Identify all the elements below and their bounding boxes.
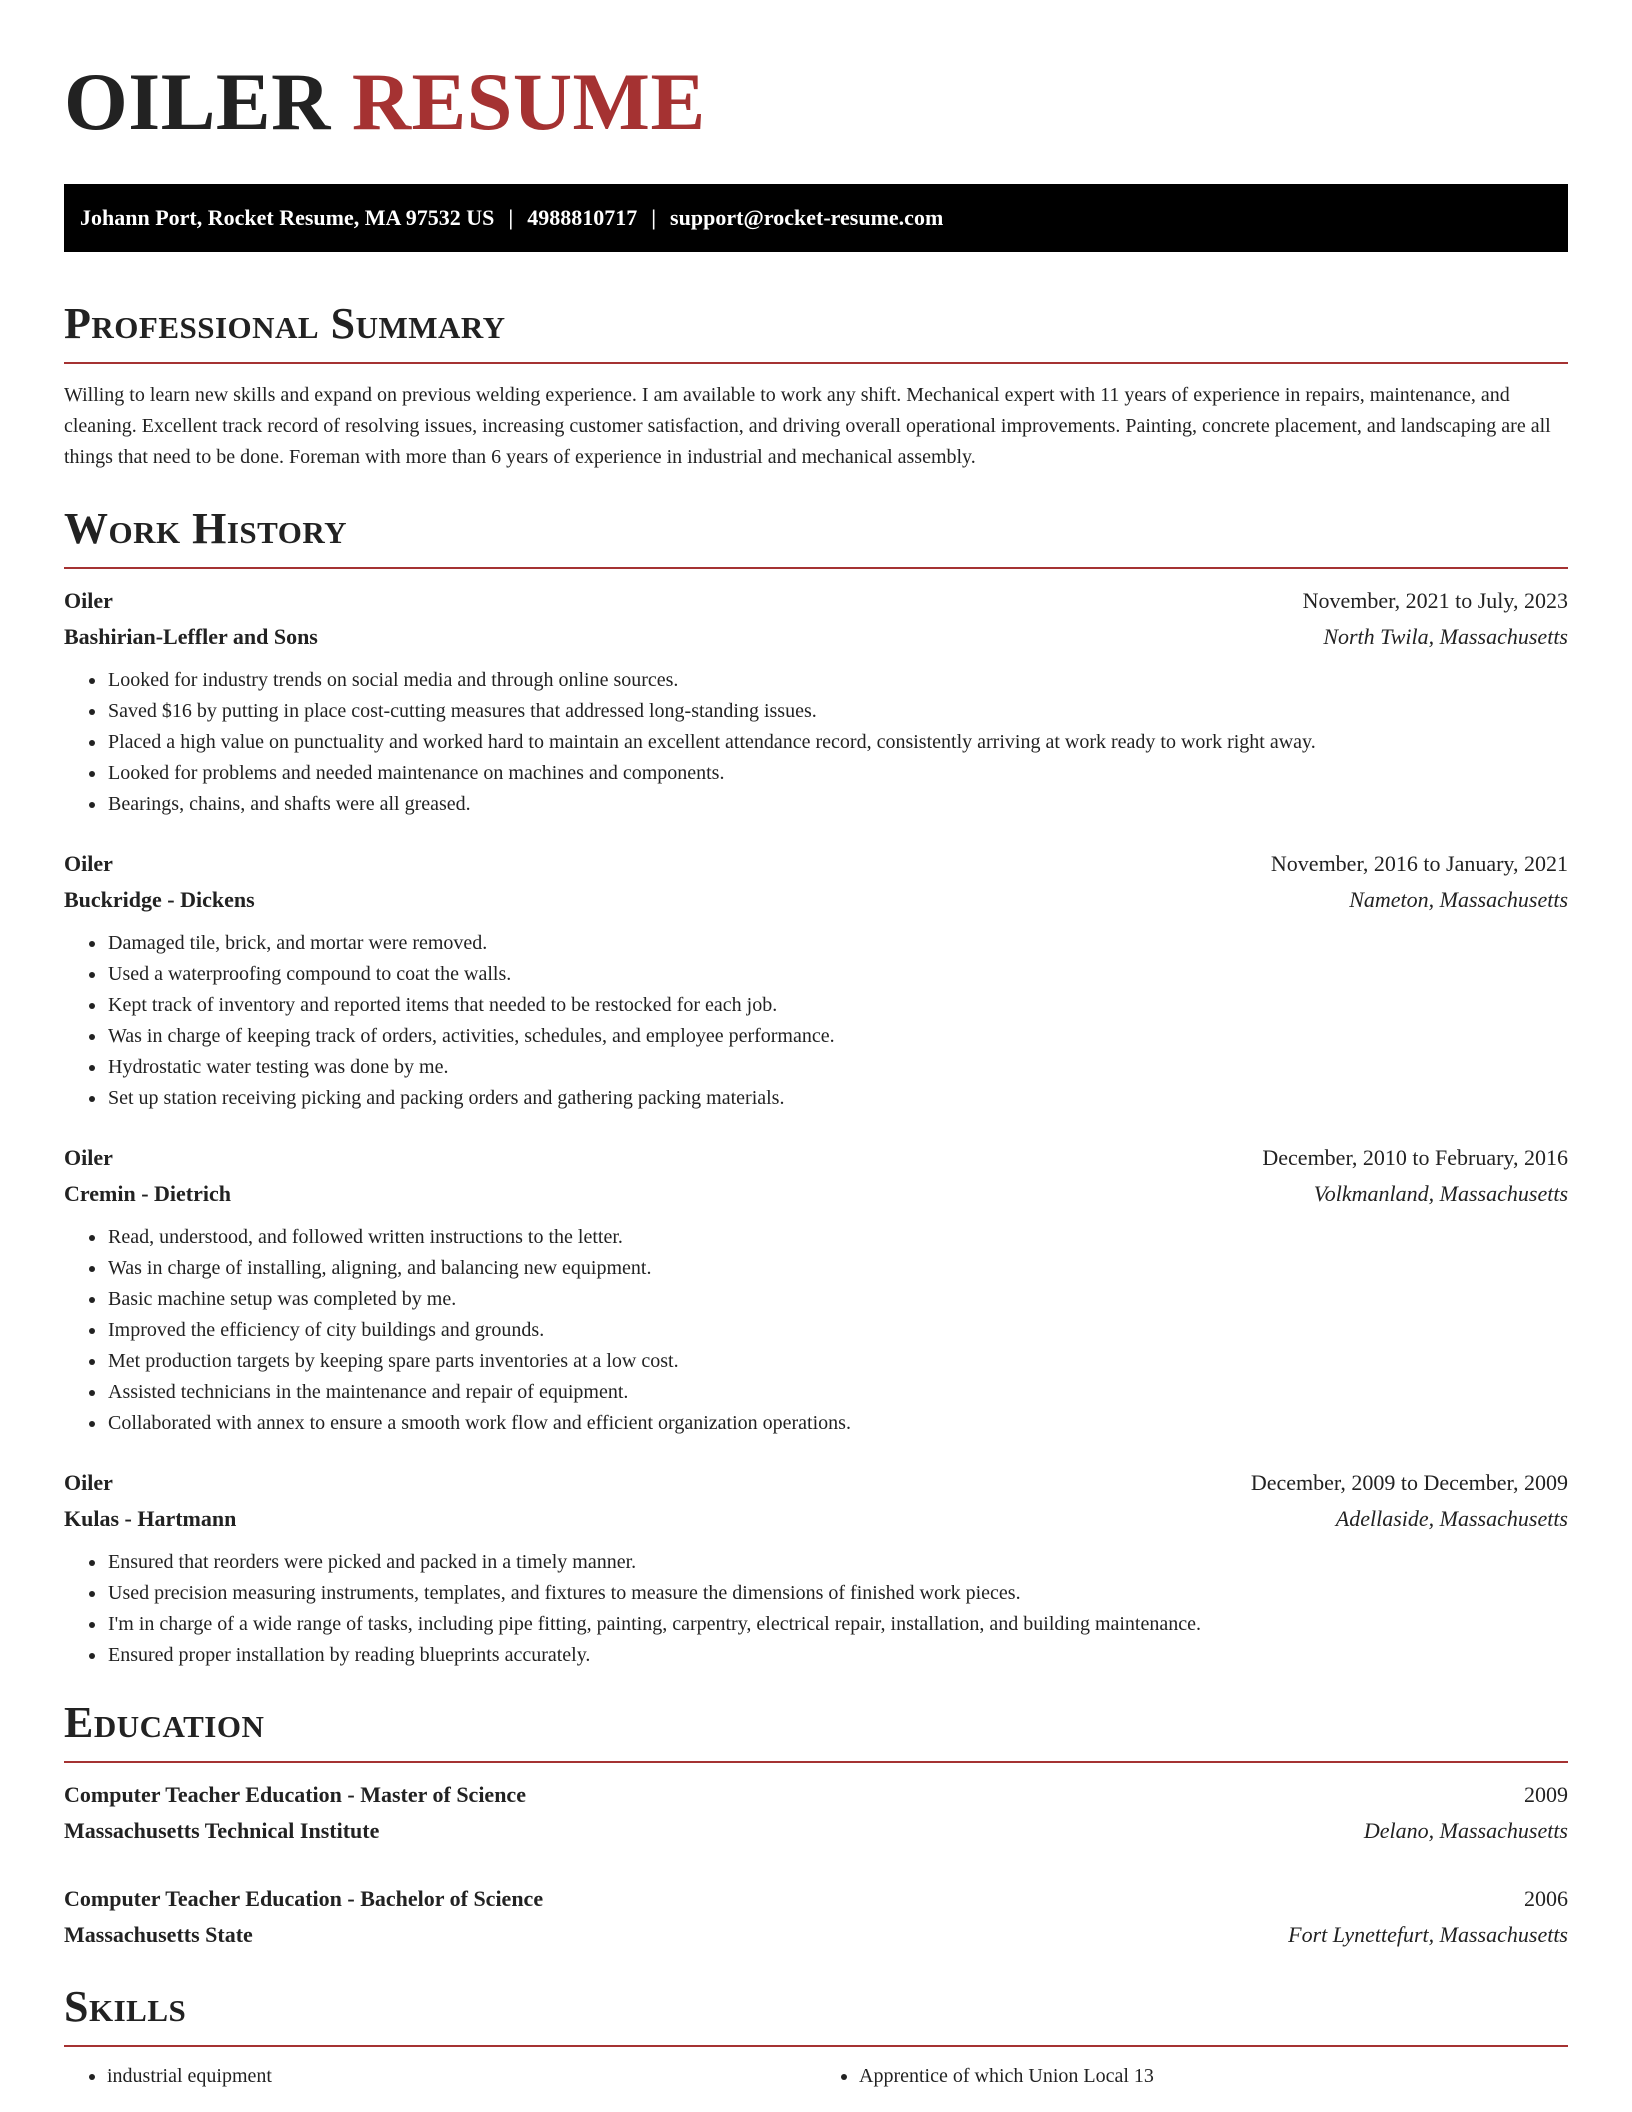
job-duty: • Assisted technicians in the maintenance and repair of equipment. xyxy=(107,1377,1568,1408)
education-entry xyxy=(64,1777,1568,1849)
job-title: Oiler xyxy=(64,588,113,613)
job-duty: • Looked for problems and needed maintenance on machines and components. xyxy=(107,758,1568,789)
section-divider xyxy=(64,2045,1568,2047)
education-year: 2006 xyxy=(1524,1886,1568,1911)
resume-title xyxy=(64,56,1568,147)
job-duty: • I'm in charge of a wide range of tasks, including pipe fitting, painting, carpentry, electrical repair, installation, and building maintenance. xyxy=(107,1609,1568,1640)
job-duty: • Hydrostatic water testing was done by me. xyxy=(107,1052,1568,1083)
job-entry xyxy=(64,583,1568,820)
education-school: Massachusetts Technical Institute xyxy=(64,1818,380,1843)
title-accent: RESUME xyxy=(351,56,706,147)
job-company: Kulas - Hartmann xyxy=(64,1506,237,1531)
job-title: Oiler xyxy=(64,851,113,876)
job-company: Bashirian-Leffler and Sons xyxy=(64,624,318,649)
job-location: Adellaside, Massachusetts xyxy=(1335,1506,1568,1531)
job-duty: • Was in charge of installing, aligning, and balancing new equipment. xyxy=(107,1253,1568,1284)
job-duty: • Looked for industry trends on social media and through online sources. xyxy=(107,665,1568,696)
contact-email: support@rocket-resume.com xyxy=(670,205,944,230)
summary-heading: Professional Summary xyxy=(64,299,506,348)
title-name: OILER xyxy=(64,56,331,147)
section-divider xyxy=(64,362,1568,364)
job-duty: • Placed a high value on punctuality and worked hard to maintain an excellent attendance record, consistently arriving at work ready to work right away. xyxy=(107,727,1568,758)
section-divider xyxy=(64,567,1568,569)
job-entry xyxy=(64,846,1568,1114)
job-duty: • Ensured that reorders were picked and packed in a timely manner. xyxy=(107,1547,1568,1578)
education-heading: Education xyxy=(64,1698,265,1747)
job-dates: December, 2009 to December, 2009 xyxy=(1250,1470,1568,1495)
job-duty: • Used a waterproofing compound to coat the walls. xyxy=(107,959,1568,990)
job-duty: • Saved $16 by putting in place cost-cutting measures that addressed long-standing issues. xyxy=(107,696,1568,727)
education-year: 2009 xyxy=(1524,1782,1568,1807)
contact-separator: | xyxy=(651,205,657,230)
skills-list xyxy=(64,2061,1568,2092)
contact-phone: 4988810717 xyxy=(527,205,638,230)
job-duty: • Basic machine setup was completed by me. xyxy=(107,1284,1568,1315)
job-company: Buckridge - Dickens xyxy=(64,887,255,912)
job-dates: December, 2010 to February, 2016 xyxy=(1262,1145,1568,1170)
job-title: Oiler xyxy=(64,1470,113,1495)
education-degree: Computer Teacher Education - Bachelor of Science xyxy=(64,1886,544,1911)
job-duty: • Used precision measuring instruments, templates, and fixtures to measure the dimensions of finished work pieces. xyxy=(107,1578,1568,1609)
job-duties xyxy=(64,665,1568,820)
job-location: Volkmanland, Massachusetts xyxy=(1313,1181,1568,1206)
job-dates: November, 2021 to July, 2023 xyxy=(1302,588,1568,613)
education-location: Delano, Massachusetts xyxy=(1363,1818,1568,1843)
job-dates: November, 2016 to January, 2021 xyxy=(1270,851,1568,876)
education-degree: Computer Teacher Education - Master of Science xyxy=(64,1782,526,1807)
job-duties xyxy=(64,928,1568,1114)
job-location: Nameton, Massachusetts xyxy=(1349,887,1568,912)
contact-address: Johann Port, Rocket Resume, MA 97532 US xyxy=(80,205,495,230)
education-location: Fort Lynettefurt, Massachusetts xyxy=(1288,1922,1568,1947)
job-duty: • Read, understood, and followed written instructions to the letter. xyxy=(107,1222,1568,1253)
job-company: Cremin - Dietrich xyxy=(64,1181,231,1206)
job-title: Oiler xyxy=(64,1145,113,1170)
skills-column-right xyxy=(816,2061,1568,2092)
job-entry xyxy=(64,1140,1568,1439)
job-location: North Twila, Massachusetts xyxy=(1323,624,1568,649)
section-divider xyxy=(64,1761,1568,1763)
job-duty: • Was in charge of keeping track of orders, activities, schedules, and employee performance. xyxy=(107,1021,1568,1052)
skill-item: • Apprentice of which Union Local 13 xyxy=(859,2061,1568,2092)
contact-separator: | xyxy=(508,205,514,230)
work-history-heading: Work History xyxy=(64,504,348,553)
contact-bar xyxy=(64,184,1568,252)
job-duty: • Met production targets by keeping spare parts inventories at a low cost. xyxy=(107,1346,1568,1377)
job-duty: • Bearings, chains, and shafts were all greased. xyxy=(107,789,1568,820)
education-school: Massachusetts State xyxy=(64,1922,253,1947)
job-duties xyxy=(64,1547,1568,1671)
skills-column-left xyxy=(64,2061,816,2092)
job-duty: • Ensured proper installation by reading blueprints accurately. xyxy=(107,1640,1568,1671)
job-duty: • Collaborated with annex to ensure a smooth work flow and efficient organization operations. xyxy=(107,1408,1568,1439)
summary-text: Willing to learn new skills and expand on previous welding experience. I am available to work any shift. Mechanical expert with 11 years of experience in repairs, maintenance, and cleaning. Excellent track record of resolving issues, increasing customer satisfaction, and driving overall operational improvements. Painting, concrete placement, and landscaping are all things that need to be done. Foreman with more than 6 years of experience in industrial and mechanical assembly. xyxy=(64,384,1551,468)
job-duty: • Kept track of inventory and reported items that needed to be restocked for each job. xyxy=(107,990,1568,1021)
skills-heading: Skills xyxy=(64,1982,187,2031)
education-entry xyxy=(64,1881,1568,1953)
job-duty: • Set up station receiving picking and packing orders and gathering packing materials. xyxy=(107,1083,1568,1114)
skill-item: • industrial equipment xyxy=(107,2061,816,2092)
job-duty: • Improved the efficiency of city buildings and grounds. xyxy=(107,1315,1568,1346)
job-duty: • Damaged tile, brick, and mortar were removed. xyxy=(107,928,1568,959)
job-duties xyxy=(64,1222,1568,1439)
job-entry xyxy=(64,1465,1568,1671)
